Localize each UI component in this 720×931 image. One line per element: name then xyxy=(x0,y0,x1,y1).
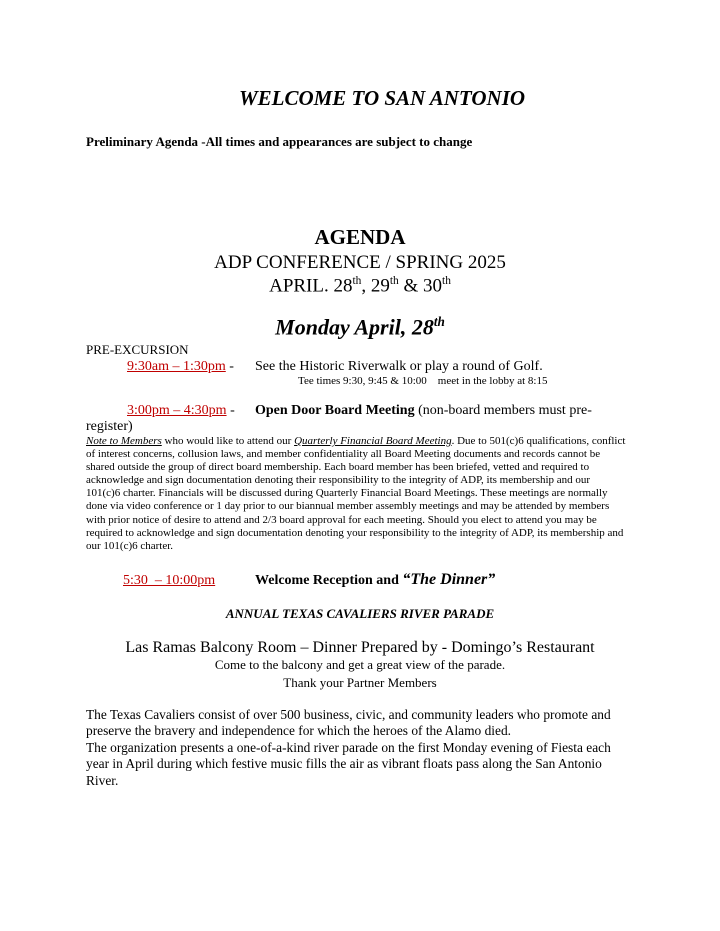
item-2-title: Open Door Board Meeting xyxy=(255,403,415,418)
date-1-suffix: th xyxy=(352,275,362,287)
item-2-description xyxy=(255,403,592,419)
item-3-time-row xyxy=(123,573,215,589)
date-2: , 29 xyxy=(361,275,390,297)
item-3-title: Welcome Reception and xyxy=(255,573,403,588)
welcome-heading: WELCOME TO SAN ANTONIO xyxy=(238,86,526,110)
item-2-description-cont: register) xyxy=(86,419,133,434)
item-3-dinner: “The Dinner” xyxy=(402,571,496,588)
parade-venue: Las Ramas Balcony Room – Dinner Prepared by - Domingo’s Restaurant xyxy=(125,639,595,656)
item-2-time: 3:00pm – 4:30pm xyxy=(127,403,227,418)
parade-paragraph-2: The organization presents a one-of-a-kind river parade on the first Monday evening of Fiesta each year in April during which festive music fills the air as vibrant floats pass along the San Antonio River. xyxy=(86,739,611,788)
day-heading xyxy=(0,314,720,340)
parade-line-2: Come to the balcony and get a great view of the parade. xyxy=(214,657,506,672)
date-3: & 30 xyxy=(398,275,443,297)
item-3-time: 5:30 – 10:00pm xyxy=(123,573,216,588)
day-title: Monday April, 28 xyxy=(275,314,434,340)
date-3-suffix: th xyxy=(442,275,451,287)
note-text-2: . Due to 501(c)6 qualifications, conflict of interest concerns, collusion laws, and member confidentiality all Board Meeting documents and records cannot be shared outside the group of direct board membership. Each board member has been briefed, vetted and required to acknowledge and sign documentation denoting their responsibility to the integrity of ADP, its membership and our 101(c)6 charter. Financials will be discussed during Quarterly Financial Board Meetings. These meetings are normally done via video conference or 1 day prior to our biannual member assembly meetings and may be attended by members with prior notice of desire to attend and 2/3 board approval for each meeting. Should you elect to attend you may be required to acknowledge and sign documentation denoting your responsibility to the integrity of ADP, its membership and our 101(c)6 charter. xyxy=(86,435,626,552)
conference-dates xyxy=(0,275,720,297)
agenda-title: AGENDA xyxy=(314,225,406,249)
parade-description xyxy=(86,707,626,789)
item-1-time-row xyxy=(127,359,234,375)
note-meeting-name: Quarterly Financial Board Meeting xyxy=(294,435,452,447)
item-3-description xyxy=(255,571,495,589)
note-lead: Note to Members xyxy=(86,435,162,447)
item-1-description: See the Historic Riverwalk or play a round of Golf. xyxy=(255,359,543,374)
item-2-time-row xyxy=(127,403,235,419)
item-2-note: (non-board members must pre- xyxy=(414,403,592,418)
item-1-dash: - xyxy=(225,359,234,374)
pre-excursion-label: PRE-EXCURSION xyxy=(86,342,189,357)
parade-title: ANNUAL TEXAS CAVALIERS RIVER PARADE xyxy=(225,606,495,621)
date-2-suffix: th xyxy=(389,275,399,287)
note-text-1: who would like to attend our xyxy=(161,435,295,447)
item-1-detail: Tee times 9:30, 9:45 & 10:00 meet in the lobby at 8:15 xyxy=(298,375,548,387)
preliminary-notice: Preliminary Agenda -All times and appearances are subject to change xyxy=(86,134,473,149)
day-suffix: th xyxy=(433,314,445,329)
item-2-dash: - xyxy=(226,403,235,418)
item-1-time: 9:30am – 1:30pm xyxy=(127,359,226,374)
members-note xyxy=(86,435,626,553)
parade-line-3: Thank your Partner Members xyxy=(283,675,437,690)
date-1: APRIL. 28 xyxy=(269,275,353,297)
parade-paragraph-1: The Texas Cavaliers consist of over 500 business, civic, and community leaders who promote and preserve the bravery and independence for which the heroes of the Alamo died. xyxy=(86,707,611,739)
conference-name: ADP CONFERENCE / SPRING 2025 xyxy=(214,252,506,273)
